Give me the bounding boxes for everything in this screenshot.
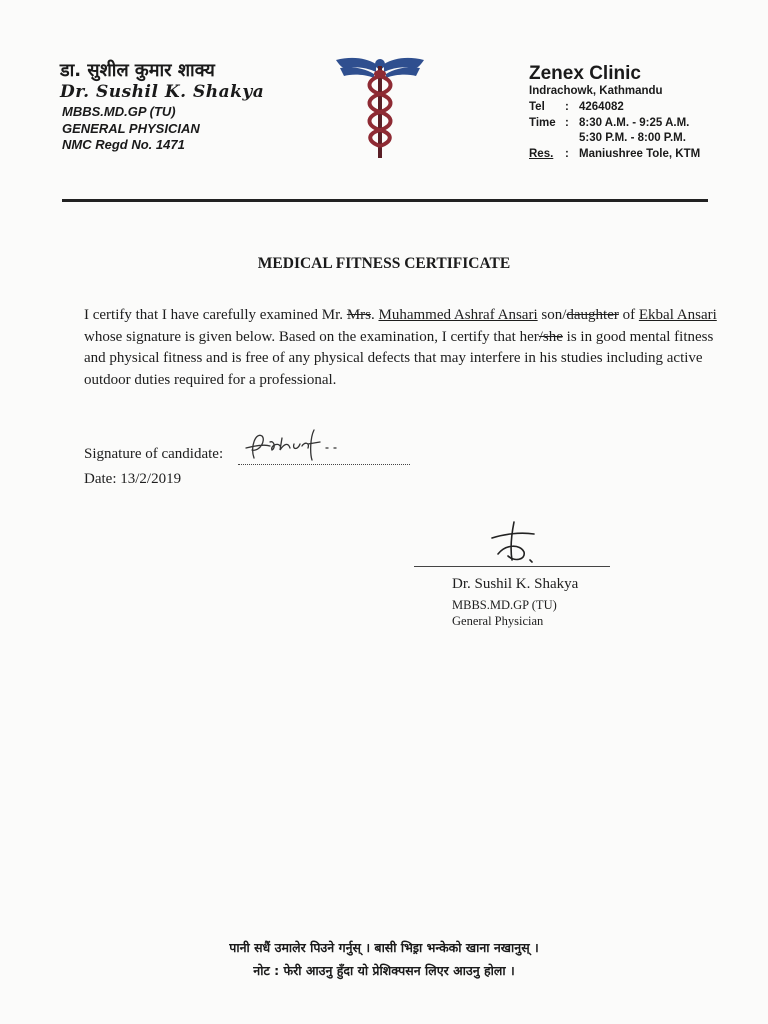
certificate-date: Date: 13/2/2019	[84, 471, 182, 487]
body-text-part: whose signature is given below. Based on the examination, I certify that	[84, 328, 520, 345]
colon: :	[565, 148, 569, 160]
time-morning: 8:30 A.M. - 9:25 A.M.	[579, 117, 690, 129]
caduceus-logo-icon	[334, 52, 426, 160]
body-text-part: son/	[537, 307, 567, 323]
time-evening: 5:30 P.M. - 8:00 P.M.	[579, 132, 686, 144]
clinic-res-row	[529, 148, 700, 160]
doctor-signature-line	[414, 566, 610, 567]
doctor-signature	[484, 518, 550, 566]
struck-daughter: daughter	[566, 307, 619, 323]
tel-label: Tel	[529, 101, 545, 113]
colon: :	[565, 101, 569, 113]
certificate-title: MEDICAL FITNESS CERTIFICATE	[257, 255, 511, 272]
doctor-title: GENERAL PHYSICIAN	[62, 121, 200, 136]
father-name: Ekbal Ansari	[638, 307, 717, 323]
body-text-part: I certify that I have carefully examined Mr.	[84, 307, 347, 323]
footer-note: नोट : फेरी आउनु हुँदा यो प्रेशिक्पसन लिएर आउनु होला ।	[253, 963, 515, 978]
doctor-name-nepali: डा. सुशील कुमार शाक्य	[60, 60, 215, 81]
body-text-part: of	[618, 307, 639, 323]
colon: :	[565, 117, 569, 129]
res-label: Res.	[529, 148, 554, 160]
candidate-signature-label: Signature of candidate:	[84, 446, 224, 462]
header-divider	[62, 199, 708, 202]
footer-advice: पानी सधैं उमालेर पिउने गर्नुस् । बासी भिइ़ा भन्केको खाना नखानुस् ।	[229, 940, 539, 955]
tel-value: 4264082	[579, 101, 624, 113]
struck-she: /she	[538, 328, 563, 345]
signatory-degree: MBBS.MD.GP (TU)	[452, 598, 557, 612]
body-text-part: her	[519, 328, 539, 345]
certificate-body	[84, 305, 724, 391]
patient-name: Muhammed Ashraf Ansari	[378, 307, 538, 323]
body-text-part: is in good mental fitness and physical fitness and is free of any physical defects that may interfere in his studies including active outdoor duties required for a professional.	[84, 328, 714, 388]
clinic-time-row	[529, 117, 689, 129]
time-label: Time	[529, 117, 556, 129]
clinic-tel-row	[529, 101, 624, 113]
doctor-degree: MBBS.MD.GP (TU)	[62, 104, 176, 119]
signatory-name: Dr. Sushil K. Shakya	[452, 576, 579, 592]
struck-mrs: Mrs	[346, 307, 371, 323]
res-value: Maniushree Tole, KTM	[579, 148, 701, 160]
signatory-title: General Physician	[452, 614, 544, 628]
doctor-nmc-number: NMC Regd No. 1471	[62, 137, 185, 152]
body-text-part: .	[370, 307, 379, 323]
clinic-name: Zenex Clinic	[529, 63, 641, 84]
doctor-name-script: Dr. Sushil K. Shakya	[60, 82, 265, 102]
candidate-signature	[240, 420, 350, 466]
clinic-time-row-evening	[529, 132, 686, 144]
clinic-address: Indrachowk, Kathmandu	[529, 85, 663, 97]
